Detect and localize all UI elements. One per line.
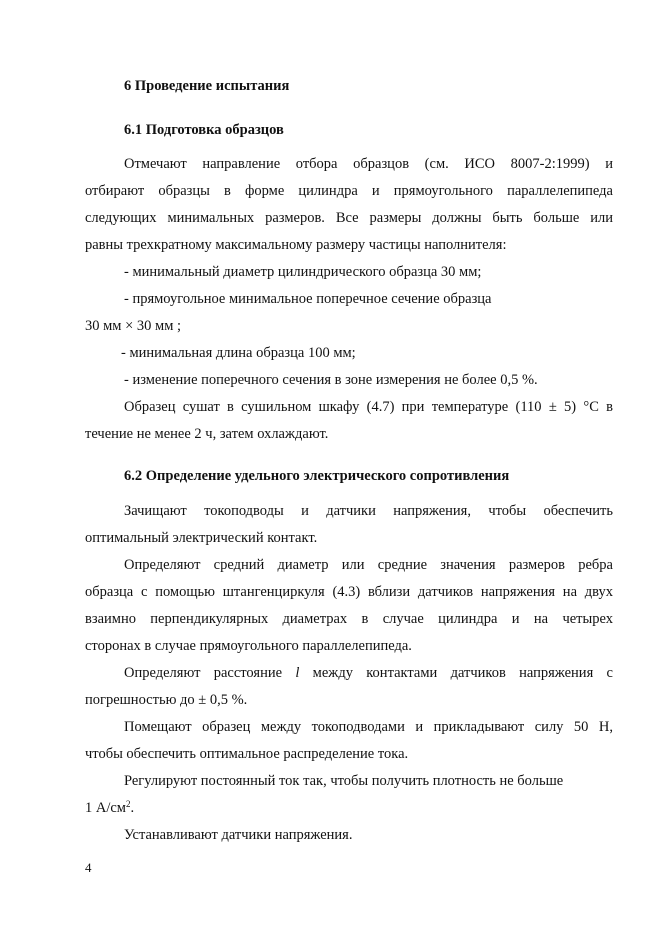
paragraph-line: чтобы обеспечить оптимальное распределение тока.	[85, 746, 409, 762]
paragraph-line	[124, 664, 613, 682]
paragraph-line: сторонах в случае прямоугольного параллелепипеда.	[85, 638, 412, 654]
superscript: 2	[126, 799, 131, 809]
list-item: - минимальная длина образца 100 мм;	[121, 345, 356, 361]
paragraph-line: равны трехкратному максимальному размеру частицы наполнителя:	[85, 237, 507, 253]
text-span: 1 А/см	[85, 800, 126, 816]
list-item: - минимальный диаметр цилиндрического образца 30 мм;	[124, 264, 482, 280]
paragraph-line: следующих минимальных размеров. Все размеры должны быть больше или	[85, 210, 613, 226]
paragraph-line: Регулируют постоянный ток так, чтобы получить плотность не больше	[124, 773, 564, 789]
paragraph-line: течение не менее 2 ч, затем охлаждают.	[85, 426, 329, 442]
text-span: Определяют расстояние	[124, 665, 296, 681]
paragraph-line: образца с помощью штангенциркуля (4.3) вблизи датчиков напряжения на двух	[85, 584, 613, 600]
list-item: - изменение поперечного сечения в зоне измерения не более 0,5 %.	[124, 372, 538, 388]
paragraph-line: отбирают образцы в форме цилиндра и прямоугольного параллелепипеда	[85, 183, 613, 199]
section-6-1-heading: 6.1 Подготовка образцов	[124, 122, 284, 138]
paragraph-line: Устанавливают датчики напряжения.	[124, 827, 353, 843]
paragraph-line	[85, 799, 134, 817]
paragraph-line: Помещают образец между токоподводами и прикладывают силу 50 Н,	[124, 719, 613, 735]
variable-l: l	[295, 665, 300, 681]
paragraph-line: Зачищают токоподводы и датчики напряжения, чтобы обеспечить	[124, 503, 613, 519]
text-span: между контактами датчиков напряжения с	[299, 665, 613, 681]
paragraph-line: погрешностью до ± 0,5 %.	[85, 692, 248, 708]
paragraph-line: взаимно перпендикулярных диаметрах в случае цилиндра и на четырех	[85, 611, 613, 627]
list-item-continuation: 30 мм × 30 мм ;	[85, 318, 182, 334]
section-6-2-heading: 6.2 Определение удельного электрического сопротивления	[124, 468, 510, 484]
text-span: .	[130, 800, 135, 816]
paragraph-line: Образец сушат в сушильном шкафу (4.7) при температуре (110 ± 5) °С в	[124, 399, 613, 415]
paragraph-line: Определяют средний диаметр или средние значения размеров ребра	[124, 557, 613, 573]
paragraph-line: оптимальный электрический контакт.	[85, 530, 318, 546]
section-6-heading: 6 Проведение испытания	[124, 78, 290, 94]
page-number: 4	[85, 860, 92, 875]
list-item: - прямоугольное минимальное поперечное сечение образца	[124, 291, 492, 307]
paragraph-line: Отмечают направление отбора образцов (см. ИСО 8007-2:1999) и	[124, 156, 613, 172]
